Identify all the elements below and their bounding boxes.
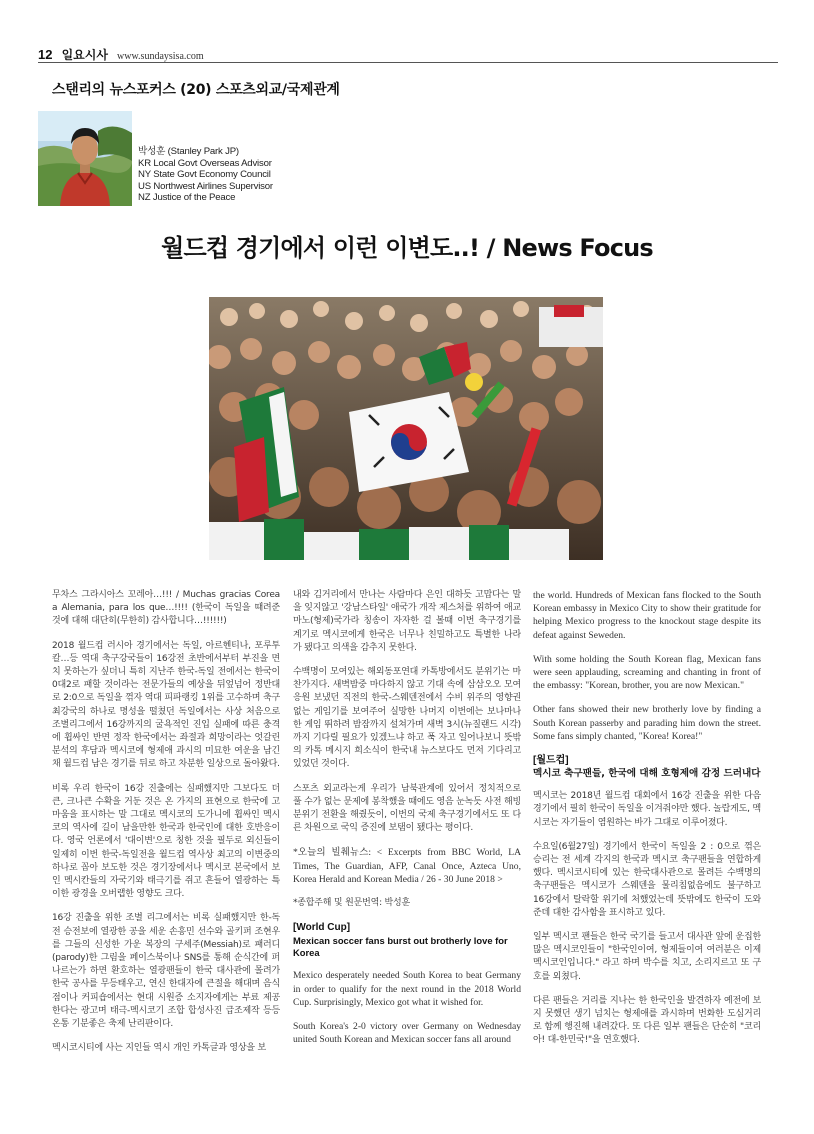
author-title: NY State Govt Economy Council bbox=[138, 169, 271, 180]
author-title: KR Local Govt Overseas Advisor bbox=[138, 157, 272, 169]
world-cup-kr-tag: [월드컵] bbox=[533, 755, 569, 767]
paragraph: 일부 멕시코 팬들은 한국 국기를 들고서 대사관 앞에 운집한 많은 멕시코인들이 "한국인이여, 형제들이여 여러분은 이제 멕시코인입니다." 라고 하며 박수를 치고, 소리지르고 또 구호를 외쳤다. bbox=[533, 932, 761, 982]
article-column-2 bbox=[293, 589, 521, 1089]
page-number: 12 bbox=[38, 47, 53, 62]
paragraph: Mexico desperately needed South Korea to beat Germany in order to qualify for the next round in the 2018 World Cup. Surprisingly, Mexico got what it wished for. bbox=[293, 970, 521, 1008]
paragraph: 멕시코는 2018년 월드컵 대회에서 16강 진출을 위한 다음 경기에서 필히 한국이 독일을 이겨줘야만 했다. 놀랍게도, 멕시코는 자기들이 염원하는 바가 그대로 이루어졌다. bbox=[533, 791, 761, 828]
crowd-photo bbox=[209, 297, 603, 560]
paragraph: 멕시코시티에 사는 지인들 역시 개인 카톡글과 영상을 보 bbox=[52, 1043, 266, 1054]
author-bio bbox=[138, 146, 273, 204]
paragraph: the world. Hundreds of Mexican fans flocked to the South Korean embassy in Mexico City to show their gratitude for helping Mexico progress to the knockout stage despite its defeat against Seweden. bbox=[533, 590, 761, 641]
author-name: 박성훈 (Stanley Park JP) bbox=[138, 146, 239, 157]
site-url: www.sundaysisa.com bbox=[117, 51, 204, 62]
paragraph: 비록 우리 한국이 16강 진출에는 실패했지만 그보다도 더 큰, 크나큰 수확을 거둔 것은 온 가지의 표현으로 한국에 고마움을 표시하는 말 그대로 멕시코의 도가니에 휩싸인 멕시코의 역사에 길이 남을만한 한국과 한국인에 대한 호반응이다. 영국 언론에서 '대이변'으로 칭한 것을 필두로 외신들이 일제히 이번 한국-독일전을 월드컵 역사상 최고의 이변중의 하나로 꼽아 보도한 것은 경기장에서나 멕시코 본국에서 보인 멕시칸들의 자국기와 태극기를 쥐고 흔들어 열광하는 특이한 광경을 오버랩한 영향도 크다. bbox=[52, 783, 280, 900]
paragraph: 다른 팬들은 거리를 지나는 한 한국인을 발견하자 예전에 보지 못했던 생기 넘치는 형제애를 과시하며 번화한 도심거리로 함께 행진해 내려갔다. 또 다른 일부 팬들은 단순히 "코리아! 대-한민국!"을 연호했다. bbox=[533, 995, 761, 1046]
world-cup-kr-subhead bbox=[533, 754, 761, 780]
author-title: NZ Justice of the Peace bbox=[138, 192, 236, 203]
author-photo bbox=[38, 111, 132, 206]
paragraph: South Korea's 2-0 victory over Germany on Wednesday united South Korean and Mexican soccer fans all around bbox=[293, 1021, 521, 1046]
paragraph: 수백명이 모여있는 해외동포연대 카톡방에서도 분위기는 마찬가지다. 새벽밤중 마다하지 않고 기대 속에 삼삼오오 모여 응원 보냈던 직전의 한국-스웨덴전에서 수비 위주의 영향권없는 게임기를 보여주어 실망한 나머지 이번에는 보나마나 한 게임 뛰하려 밤잠까지 설쳐가며 새벽 3시(뉴질랜드 시각)까지 기다릴 필요가 있겠느냐 하고 푹 자고 일어나보니 뜻밖의 카톡 메시지 희소식이 한국내 뉴스보다도 먼저 기다리고 있었던 것이다. bbox=[293, 667, 521, 770]
page-header bbox=[38, 44, 778, 63]
paragraph: 2018 월드컵 러시아 경기에서는 독일, 아르헨티나, 포루투칼…등 역대 축구강국들이 16강전 초반에서부터 부진을 면치 못하는가 싶더니 특히 지난주 한국-독일 전에서는 한국이 0대2로 패할 것이라는 전문가들의 예상을 뒤엎넘어 정반대로 2:0으로 독일을 꺾자 역대 피파랭킹 1위를 고수하며 축구 최강국의 하나로 명성을 떨쳤던 독일에서는 사상 처음으로 조별리그에서 16강까지의 굴욕적인 진입 실패에 따른 충격에 휩싸인 반면 정작 한국에서는 좌절과 희망이라는 엇갈린 분석의 후담과 멕시코에 형제애 과시의 미묘한 여운을 남긴채 월드컵 남은 경기를 뒤로 하고 차분한 일상으로 돌아왔다. bbox=[52, 640, 280, 770]
publication-name: 일요시사 bbox=[61, 48, 108, 62]
paragraph: With some holding the South Korean flag, Mexican fans were seen applauding, screaming and chanting in front of the embassy: "Korean, brother, you are now Mexican." bbox=[533, 653, 761, 692]
paragraph: *종합주해 및 원문번역: 박성훈 bbox=[293, 898, 411, 909]
world-cup-kr-subtitle: 멕시코 축구팬들, 한국에 대해 호형제애 감정 드러내다 bbox=[533, 768, 761, 780]
article-column-3 bbox=[533, 589, 761, 1099]
headline: 월드컵 경기에서 이런 이변도..! / News Focus bbox=[161, 234, 653, 262]
author-title: US Northwest Airlines Supervisor bbox=[138, 180, 273, 192]
paragraph: Other fans showed their new brotherly love by finding a South Korean passerby and parading him down the street. Some fans simply chanted, "Korea! Korea!" bbox=[533, 704, 761, 742]
paragraph: 스포츠 외교라는게 우리가 남북관계에 있어서 정치적으로 풀 수가 없는 문제에 봉착했을 때에도 영음 눈녹듯 사전 해빙분위기 전환을 해줬듯이, 이번의 국제 축구경기에서도 또 다른 차원으로 국익 증진에 보탬이 됐다는 평이다. bbox=[293, 783, 521, 834]
paragraph: 내와 김거리에서 만나는 사람마다 은인 대하듯 고맙다는 말을 잊지않고 '강남스타일' 애국가 개작 제스처를 위하여 애교마노(형제)국가라 칭송이 자자한 걸 볼때 이번 축구경기를 계기로 멕시코에게 한국은 너무나 친밀하고도 특별한 나라가 됐다고 의색을 감추지 못한다. bbox=[293, 590, 521, 653]
paragraph: 16강 진출을 위한 조별 리그에서는 비록 실패했지만 한-독전 승전보에 열광한 공을 세운 손흥민 선수와 골키퍼 조현우를 그들의 신성한 가운 복장의 구세주(Messiah)로 패러디(parody)한 그림을 페이스북이나 SNS를 통해 순식간에 퍼나르는가 하면 환호하는 열광팬들이 한국 대사관에 몰려가 한국 공사를 무등태우고, 연신 한대자에 큰절을 해대며 음식점이나 커피숍에서는 현대 시원증 소지자에게는 부료 제공한다는 광고며 태극-멕시코기 조합 합성사진 급조제작 등등 온통 기분좋은 축제 난리판이다. bbox=[52, 913, 280, 1030]
world-cup-en-subtitle: Mexican soccer fans burst out brotherly love for Korea bbox=[293, 935, 508, 959]
article-column-1 bbox=[52, 589, 280, 1089]
paragraph: 무차스 그라시아스 꼬레아…!!! / Muchas gracias Corea a Alemania, para los que…!!!! (한국이 독일을 때려준 것에 대해 대단히(무한히) 감사합니다…!!!!!!) bbox=[52, 590, 280, 627]
paragraph: *오늘의 빌췌뉴스: < Excerpts from BBC World, LA Times, The Guardian, AFP, Canal Once, Azteca Uno, Korea Herald and Korean Media / 26 - 30 June 2018 > bbox=[293, 847, 521, 885]
world-cup-en-tag: [World Cup] bbox=[293, 922, 351, 934]
world-cup-en-subhead bbox=[293, 921, 521, 959]
paragraph: 수요일(6월27일) 경기에서 한국이 독일을 2 : 0으로 꺾은 승리는 전 세계 각지의 한국과 멕시코 축구팬들을 연합하게 했다. 멕시코시티에 있는 한국대사관으로 몰려든 수백명의 축구팬들은 멕시코가 스웨덴을 물리침없음에도 불구하고 16강에서 탈락할 위기에 처했었는데 뜻밖에도 한국이 도와준데 대한 감사함을 표시하고 있다. bbox=[533, 841, 761, 918]
section-title: 스탠리의 뉴스포커스 (20) 스포츠외교/국제관계 bbox=[52, 82, 340, 98]
